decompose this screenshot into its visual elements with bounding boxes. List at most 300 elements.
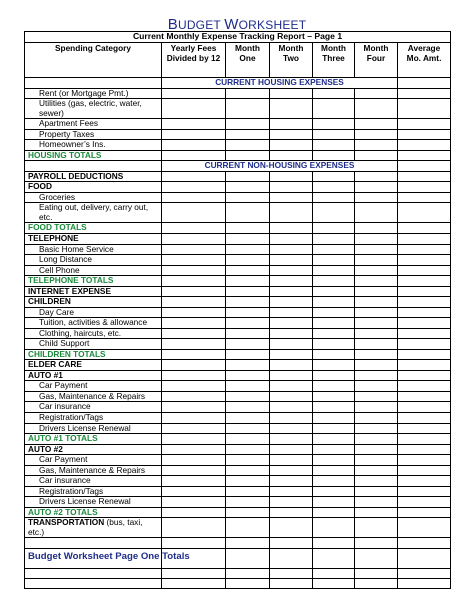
amount-cell[interactable]	[270, 99, 313, 119]
amount-cell[interactable]	[313, 318, 355, 329]
amount-cell[interactable]	[398, 286, 451, 297]
amount-cell[interactable]	[226, 182, 270, 193]
amount-cell[interactable]	[226, 518, 270, 538]
amount-cell[interactable]	[355, 223, 398, 234]
amount-cell[interactable]	[226, 203, 270, 223]
amount-cell[interactable]	[398, 486, 451, 497]
amount-cell[interactable]	[270, 129, 313, 140]
amount-cell[interactable]	[398, 255, 451, 266]
amount-cell[interactable]	[162, 150, 226, 161]
amount-cell[interactable]	[226, 568, 270, 578]
amount-cell[interactable]	[313, 286, 355, 297]
amount-cell[interactable]	[162, 244, 226, 255]
amount-cell[interactable]	[270, 413, 313, 424]
expense-item-row	[25, 423, 451, 434]
expense-item-row	[25, 486, 451, 497]
amount-cell[interactable]	[270, 297, 313, 308]
amount-cell[interactable]	[226, 402, 270, 413]
amount-cell[interactable]	[226, 244, 270, 255]
amount-cell[interactable]	[313, 297, 355, 308]
amount-cell[interactable]	[355, 413, 398, 424]
amount-cell[interactable]	[398, 150, 451, 161]
amount-cell[interactable]	[398, 318, 451, 329]
amount-cell[interactable]	[355, 192, 398, 203]
amount-cell[interactable]	[162, 99, 226, 119]
amount-cell[interactable]	[398, 339, 451, 350]
amount-cell[interactable]	[398, 349, 451, 360]
amount-cell[interactable]	[270, 265, 313, 276]
expense-item-row	[25, 203, 451, 223]
expense-table	[24, 31, 451, 589]
amount-cell[interactable]	[162, 119, 226, 130]
amount-cell[interactable]	[398, 233, 451, 244]
amount-cell[interactable]	[355, 140, 398, 151]
amount-cell[interactable]	[226, 339, 270, 350]
amount-cell[interactable]	[313, 476, 355, 487]
header-spending-category: Spending Category	[25, 43, 162, 78]
amount-cell[interactable]	[355, 318, 398, 329]
amount-cell[interactable]	[226, 370, 270, 381]
amount-cell[interactable]	[398, 465, 451, 476]
amount-cell[interactable]	[162, 171, 226, 182]
amount-cell[interactable]	[355, 182, 398, 193]
header-yearly-fees: Yearly Fees Divided by 12	[162, 43, 226, 78]
amount-cell[interactable]	[162, 507, 226, 518]
amount-cell[interactable]	[226, 140, 270, 151]
amount-cell[interactable]	[270, 307, 313, 318]
amount-cell[interactable]	[313, 307, 355, 318]
amount-cell[interactable]	[313, 140, 355, 151]
amount-cell[interactable]	[398, 119, 451, 130]
amount-cell[interactable]	[226, 486, 270, 497]
amount-cell[interactable]	[398, 192, 451, 203]
amount-cell[interactable]	[270, 391, 313, 402]
amount-cell[interactable]	[270, 360, 313, 371]
amount-cell[interactable]	[162, 381, 226, 392]
expense-item-row	[25, 318, 451, 329]
amount-cell[interactable]	[313, 182, 355, 193]
amount-cell[interactable]	[313, 434, 355, 445]
amount-cell[interactable]	[226, 223, 270, 234]
expense-item-label: Registration/Tags	[25, 486, 162, 497]
amount-cell[interactable]	[313, 578, 355, 588]
amount-cell[interactable]	[162, 203, 226, 223]
amount-cell[interactable]	[355, 88, 398, 99]
amount-cell[interactable]	[226, 497, 270, 508]
amount-cell[interactable]	[226, 233, 270, 244]
totals-row	[25, 150, 451, 161]
expense-item-label: Utilities (gas, electric, water, sewer)	[25, 99, 162, 119]
amount-cell[interactable]	[162, 486, 226, 497]
amount-cell[interactable]	[270, 244, 313, 255]
amount-cell[interactable]	[226, 318, 270, 329]
amount-cell[interactable]	[162, 423, 226, 434]
amount-cell[interactable]	[226, 413, 270, 424]
amount-cell[interactable]	[162, 88, 226, 99]
amount-cell[interactable]	[313, 391, 355, 402]
amount-cell[interactable]	[398, 171, 451, 182]
amount-cell[interactable]	[270, 465, 313, 476]
amount-cell[interactable]	[270, 578, 313, 588]
header-month-one: Month One	[226, 43, 270, 78]
amount-cell[interactable]	[270, 370, 313, 381]
amount-cell[interactable]	[226, 444, 270, 455]
amount-cell[interactable]	[226, 286, 270, 297]
amount-cell[interactable]	[162, 140, 226, 151]
amount-cell[interactable]	[355, 286, 398, 297]
amount-cell[interactable]	[270, 476, 313, 487]
amount-cell[interactable]	[162, 129, 226, 140]
amount-cell[interactable]	[398, 370, 451, 381]
expense-item-label: Gas, Maintenance & Repairs	[25, 465, 162, 476]
amount-cell[interactable]	[313, 339, 355, 350]
amount-cell[interactable]	[313, 370, 355, 381]
amount-cell[interactable]	[355, 476, 398, 487]
amount-cell[interactable]	[162, 413, 226, 424]
amount-cell[interactable]	[398, 223, 451, 234]
expense-item-label: Property Taxes	[25, 129, 162, 140]
amount-cell[interactable]	[313, 349, 355, 360]
amount-cell[interactable]	[313, 192, 355, 203]
category-label: AUTO #2	[25, 444, 162, 455]
amount-cell[interactable]	[270, 233, 313, 244]
amount-cell[interactable]	[355, 434, 398, 445]
amount-cell[interactable]	[162, 297, 226, 308]
amount-cell[interactable]	[398, 203, 451, 223]
amount-cell[interactable]	[162, 182, 226, 193]
amount-cell[interactable]	[226, 328, 270, 339]
amount-cell[interactable]	[270, 486, 313, 497]
amount-cell[interactable]	[162, 568, 226, 578]
amount-cell[interactable]	[355, 150, 398, 161]
amount-cell[interactable]	[313, 413, 355, 424]
amount-cell[interactable]	[270, 171, 313, 182]
amount-cell[interactable]	[313, 88, 355, 99]
amount-cell[interactable]	[226, 171, 270, 182]
amount-cell[interactable]	[355, 99, 398, 119]
category-label: TELEPHONE	[25, 233, 162, 244]
amount-cell[interactable]	[162, 370, 226, 381]
amount-cell[interactable]	[398, 88, 451, 99]
amount-cell[interactable]	[355, 465, 398, 476]
amount-cell[interactable]	[162, 465, 226, 476]
amount-cell[interactable]	[398, 297, 451, 308]
category-row	[25, 286, 451, 297]
amount-cell[interactable]	[270, 548, 313, 568]
amount-cell[interactable]	[270, 444, 313, 455]
expense-item-row	[25, 328, 451, 339]
amount-cell[interactable]	[313, 276, 355, 287]
expense-item-row	[25, 465, 451, 476]
amount-cell[interactable]	[162, 518, 226, 538]
amount-cell[interactable]	[313, 255, 355, 266]
amount-cell[interactable]	[313, 150, 355, 161]
amount-cell[interactable]	[226, 276, 270, 287]
amount-cell[interactable]	[226, 349, 270, 360]
amount-cell[interactable]	[398, 402, 451, 413]
amount-cell[interactable]	[355, 119, 398, 130]
amount-cell[interactable]	[162, 391, 226, 402]
amount-cell[interactable]	[270, 318, 313, 329]
amount-cell[interactable]	[270, 538, 313, 548]
amount-cell[interactable]	[313, 203, 355, 223]
amount-cell[interactable]	[226, 538, 270, 548]
amount-cell[interactable]	[398, 444, 451, 455]
amount-cell[interactable]	[398, 434, 451, 445]
amount-cell[interactable]	[355, 339, 398, 350]
amount-cell[interactable]	[398, 413, 451, 424]
amount-cell[interactable]	[398, 538, 451, 548]
totals-label: FOOD TOTALS	[25, 223, 162, 234]
amount-cell[interactable]	[398, 244, 451, 255]
amount-cell[interactable]	[355, 307, 398, 318]
amount-cell[interactable]	[162, 233, 226, 244]
amount-cell[interactable]	[162, 497, 226, 508]
amount-cell[interactable]	[355, 578, 398, 588]
amount-cell[interactable]	[162, 223, 226, 234]
amount-cell[interactable]	[313, 99, 355, 119]
amount-cell[interactable]	[270, 140, 313, 151]
amount-cell[interactable]	[398, 381, 451, 392]
amount-cell[interactable]	[313, 497, 355, 508]
totals-row	[25, 349, 451, 360]
amount-cell[interactable]	[162, 434, 226, 445]
amount-cell[interactable]	[226, 99, 270, 119]
totals-label: HOUSING TOTALS	[25, 150, 162, 161]
amount-cell[interactable]	[270, 192, 313, 203]
amount-cell[interactable]	[313, 486, 355, 497]
amount-cell[interactable]	[313, 171, 355, 182]
amount-cell[interactable]	[313, 223, 355, 234]
amount-cell[interactable]	[398, 507, 451, 518]
category-row	[25, 233, 451, 244]
grand-totals-row	[25, 548, 451, 568]
amount-cell[interactable]	[398, 578, 451, 588]
amount-cell[interactable]	[270, 88, 313, 99]
amount-cell[interactable]	[162, 402, 226, 413]
amount-cell[interactable]	[398, 307, 451, 318]
amount-cell[interactable]	[270, 328, 313, 339]
amount-cell[interactable]	[355, 568, 398, 578]
amount-cell[interactable]	[313, 119, 355, 130]
amount-cell[interactable]	[162, 339, 226, 350]
amount-cell[interactable]	[398, 276, 451, 287]
section-header-label: CURRENT NON-HOUSING EXPENSES	[162, 161, 398, 172]
amount-cell[interactable]	[226, 434, 270, 445]
amount-cell[interactable]	[270, 255, 313, 266]
expense-item-label: Cell Phone	[25, 265, 162, 276]
amount-cell[interactable]	[162, 455, 226, 466]
amount-cell[interactable]	[270, 150, 313, 161]
amount-cell[interactable]	[355, 444, 398, 455]
amount-cell[interactable]	[398, 360, 451, 371]
amount-cell[interactable]	[355, 507, 398, 518]
amount-cell[interactable]	[226, 476, 270, 487]
expense-item-row	[25, 381, 451, 392]
amount-cell[interactable]	[270, 276, 313, 287]
amount-cell[interactable]	[313, 423, 355, 434]
expense-item-label: Drivers License Renewal	[25, 497, 162, 508]
amount-cell[interactable]	[226, 265, 270, 276]
amount-cell[interactable]	[398, 265, 451, 276]
amount-cell[interactable]	[355, 381, 398, 392]
amount-cell[interactable]	[355, 518, 398, 538]
amount-cell[interactable]	[162, 578, 226, 588]
amount-cell[interactable]	[162, 192, 226, 203]
amount-cell[interactable]	[355, 297, 398, 308]
amount-cell[interactable]	[270, 182, 313, 193]
amount-cell[interactable]	[226, 381, 270, 392]
amount-cell[interactable]	[226, 465, 270, 476]
amount-cell[interactable]	[270, 434, 313, 445]
blank-row	[25, 578, 451, 588]
amount-cell[interactable]	[270, 423, 313, 434]
expense-item-row	[25, 244, 451, 255]
amount-cell[interactable]	[270, 497, 313, 508]
amount-cell[interactable]	[162, 328, 226, 339]
amount-cell[interactable]	[355, 328, 398, 339]
expense-item-label: Car Payment	[25, 455, 162, 466]
amount-cell[interactable]	[226, 297, 270, 308]
amount-cell[interactable]	[270, 402, 313, 413]
category-row	[25, 171, 451, 182]
amount-cell[interactable]	[270, 518, 313, 538]
totals-row	[25, 507, 451, 518]
amount-cell[interactable]	[162, 360, 226, 371]
amount-cell[interactable]	[162, 476, 226, 487]
amount-cell[interactable]	[162, 444, 226, 455]
amount-cell[interactable]	[313, 233, 355, 244]
amount-cell[interactable]	[270, 119, 313, 130]
amount-cell[interactable]	[162, 349, 226, 360]
amount-cell[interactable]	[270, 203, 313, 223]
amount-cell[interactable]	[313, 129, 355, 140]
amount-cell[interactable]	[313, 465, 355, 476]
amount-cell[interactable]	[313, 548, 355, 568]
amount-cell[interactable]	[313, 381, 355, 392]
amount-cell[interactable]	[313, 568, 355, 578]
amount-cell[interactable]	[270, 455, 313, 466]
amount-cell[interactable]	[226, 88, 270, 99]
amount-cell[interactable]	[162, 265, 226, 276]
expense-item-label: Basic Home Service	[25, 244, 162, 255]
amount-cell[interactable]	[270, 339, 313, 350]
amount-cell[interactable]	[226, 548, 270, 568]
amount-cell[interactable]	[355, 455, 398, 466]
amount-cell[interactable]	[226, 455, 270, 466]
amount-cell[interactable]	[398, 328, 451, 339]
amount-cell[interactable]	[398, 568, 451, 578]
amount-cell[interactable]	[355, 203, 398, 223]
amount-cell[interactable]	[355, 370, 398, 381]
totals-row	[25, 276, 451, 287]
amount-cell[interactable]	[270, 223, 313, 234]
amount-cell[interactable]	[398, 391, 451, 402]
amount-cell[interactable]	[355, 233, 398, 244]
amount-cell[interactable]	[398, 99, 451, 119]
amount-cell[interactable]	[355, 538, 398, 548]
amount-cell[interactable]	[226, 307, 270, 318]
amount-cell[interactable]	[270, 507, 313, 518]
amount-cell[interactable]	[355, 402, 398, 413]
expense-item-label: Car insurance	[25, 476, 162, 487]
amount-cell[interactable]	[313, 444, 355, 455]
amount-cell[interactable]	[355, 486, 398, 497]
amount-cell[interactable]	[398, 423, 451, 434]
amount-cell[interactable]	[270, 568, 313, 578]
section-left-cell	[25, 161, 162, 172]
amount-cell[interactable]	[398, 140, 451, 151]
amount-cell[interactable]	[313, 265, 355, 276]
amount-cell[interactable]	[162, 307, 226, 318]
amount-cell[interactable]	[398, 182, 451, 193]
amount-cell[interactable]	[313, 360, 355, 371]
amount-cell[interactable]	[270, 286, 313, 297]
amount-cell[interactable]	[162, 276, 226, 287]
amount-cell[interactable]	[398, 455, 451, 466]
section-left-cell	[25, 78, 162, 89]
category-label: INTERNET EXPENSE	[25, 286, 162, 297]
amount-cell[interactable]	[313, 244, 355, 255]
amount-cell[interactable]	[398, 129, 451, 140]
amount-cell[interactable]	[355, 360, 398, 371]
category-row	[25, 297, 451, 308]
amount-cell[interactable]	[355, 244, 398, 255]
expense-item-label: Tuition, activities & allowance	[25, 318, 162, 329]
amount-cell[interactable]	[313, 328, 355, 339]
amount-cell[interactable]	[270, 349, 313, 360]
amount-cell[interactable]	[355, 497, 398, 508]
category-row	[25, 182, 451, 193]
amount-cell[interactable]	[355, 391, 398, 402]
amount-cell[interactable]	[355, 265, 398, 276]
amount-cell[interactable]	[398, 476, 451, 487]
amount-cell[interactable]	[226, 255, 270, 266]
amount-cell[interactable]	[226, 578, 270, 588]
amount-cell[interactable]	[355, 255, 398, 266]
amount-cell[interactable]	[226, 423, 270, 434]
amount-cell[interactable]	[313, 455, 355, 466]
amount-cell[interactable]	[162, 538, 226, 548]
amount-cell[interactable]	[226, 129, 270, 140]
amount-cell[interactable]	[313, 518, 355, 538]
amount-cell[interactable]	[398, 548, 451, 568]
amount-cell[interactable]	[355, 548, 398, 568]
amount-cell[interactable]	[355, 129, 398, 140]
amount-cell[interactable]	[162, 318, 226, 329]
amount-cell[interactable]	[226, 507, 270, 518]
amount-cell[interactable]	[398, 497, 451, 508]
amount-cell[interactable]	[355, 171, 398, 182]
amount-cell[interactable]	[162, 255, 226, 266]
header-average: Average Mo. Amt.	[398, 43, 451, 78]
amount-cell[interactable]	[313, 538, 355, 548]
amount-cell[interactable]	[226, 391, 270, 402]
amount-cell[interactable]	[162, 286, 226, 297]
amount-cell[interactable]	[355, 349, 398, 360]
amount-cell[interactable]	[226, 192, 270, 203]
amount-cell[interactable]	[226, 360, 270, 371]
amount-cell[interactable]	[226, 119, 270, 130]
amount-cell[interactable]	[270, 381, 313, 392]
amount-cell[interactable]	[355, 423, 398, 434]
expense-item-label: Car Payment	[25, 381, 162, 392]
amount-cell[interactable]	[313, 402, 355, 413]
amount-cell[interactable]	[313, 507, 355, 518]
amount-cell[interactable]	[355, 276, 398, 287]
amount-cell[interactable]	[226, 150, 270, 161]
amount-cell[interactable]	[398, 518, 451, 538]
